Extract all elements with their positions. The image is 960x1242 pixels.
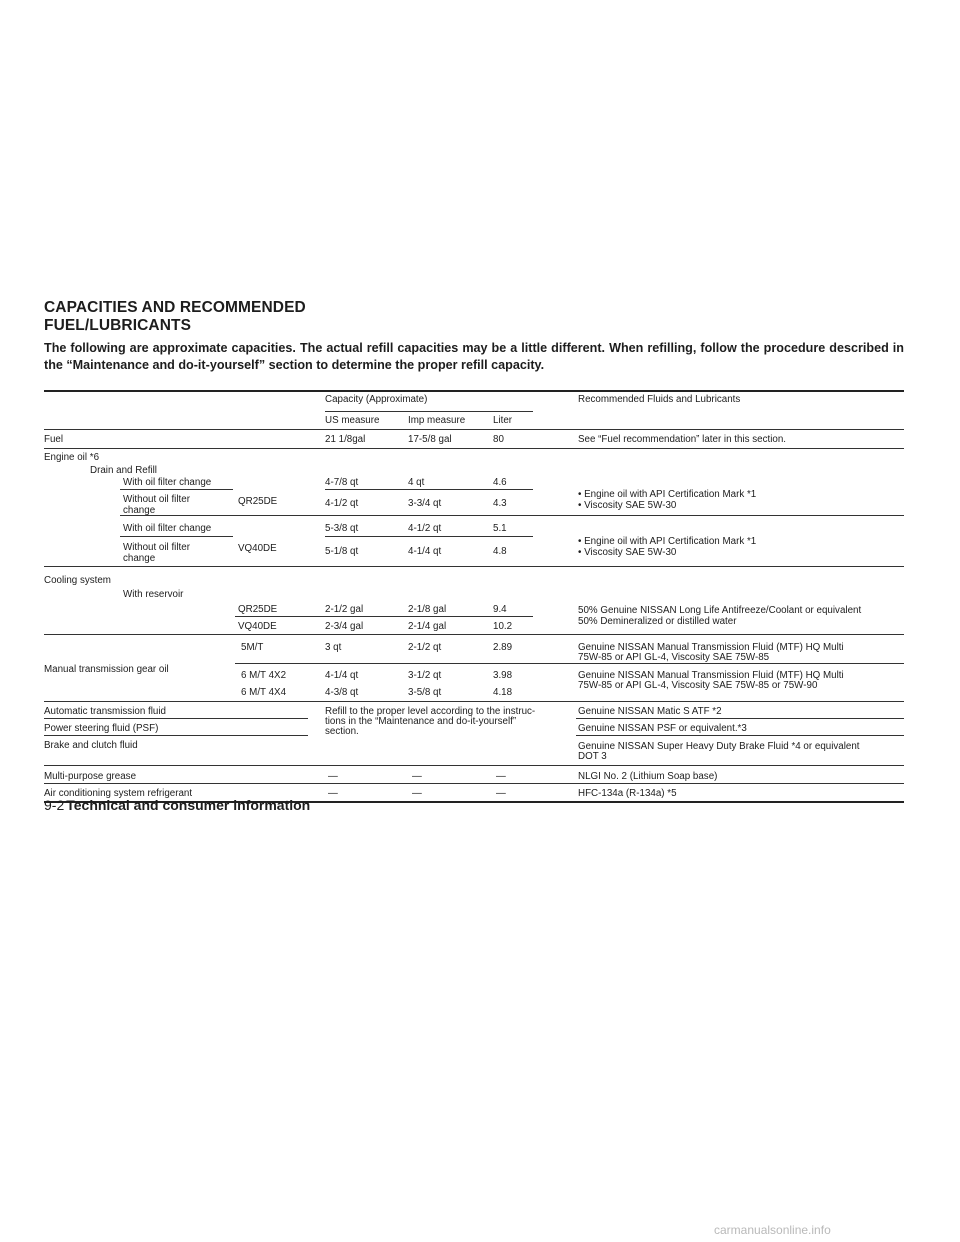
ac-us: —: [328, 788, 338, 799]
psf-recommendation: Genuine NISSAN PSF or equivalent.*3: [578, 723, 747, 734]
grease-liter: —: [496, 771, 506, 782]
atf-recommendation: Genuine NISSAN Matic S ATF *2: [578, 706, 722, 717]
manual-bottom-rule: [44, 701, 904, 702]
qr-oil-with-imp: 4 qt: [408, 477, 425, 488]
qr-oil-with-liter: 4.6: [493, 477, 507, 488]
vq-oil-with-liter: 5.1: [493, 523, 507, 534]
atf-row-rule-right: [576, 718, 904, 719]
vq-oil-mid-rule: [120, 536, 233, 537]
grease-recommendation: NLGI No. 2 (Lithium Soap base): [578, 771, 718, 782]
qr-oil-bottom-rule: [120, 515, 904, 516]
watermark: carmanualsonline.info: [714, 1223, 831, 1237]
qr-oil-without-liter: 4.3: [493, 498, 507, 509]
qr-oil-mid-rule-values: [325, 489, 533, 490]
refill-note-2: tions in the “Maintenance and do-it-yourself”: [325, 716, 517, 727]
refill-note-1: Refill to the proper level according to the instruc-: [325, 706, 536, 717]
manual-5mt-rec-1: Genuine NISSAN Manual Transmission Fluid (MTF) HQ Multi: [578, 642, 844, 653]
vq-oil-without-liter: 4.8: [493, 546, 507, 557]
fuel-imp: 17-5/8 gal: [408, 434, 452, 445]
cooling-sub: With reservoir: [123, 589, 184, 600]
cooling-vq-engine: VQ40DE: [238, 621, 277, 632]
fuel-us: 21 1/8gal: [325, 434, 366, 445]
manual-6mt4x2-us: 4-1/4 qt: [325, 670, 359, 681]
manual-6mt-rec-2: 75W-85 or API GL-4, Viscosity SAE 75W-85 or 75W-90: [578, 680, 818, 691]
manual-5mt-imp: 2-1/2 qt: [408, 642, 442, 653]
manual-6mt4x4-type: 6 M/T 4X4: [241, 687, 287, 698]
page-title: [44, 299, 306, 335]
cooling-rec-2: 50% Demineralized or distilled water: [578, 616, 737, 627]
vq-oil-with-label: With oil filter change: [123, 523, 212, 534]
vq-oil-without-us: 5-1/8 qt: [325, 546, 359, 557]
capacity-header-rule: [325, 411, 533, 412]
qr-oil-without-label: Without oil filter change: [123, 494, 190, 516]
vq-oil-rec-1: • Engine oil with API Certification Mark *1: [578, 536, 757, 547]
header-us-measure: US measure: [325, 415, 380, 426]
fuel-liter: 80: [493, 434, 504, 445]
qr-oil-engine: QR25DE: [238, 496, 278, 507]
manual-5mt-liter: 2.89: [493, 642, 513, 653]
atf-row-rule-left: [44, 718, 308, 719]
ac-imp: —: [412, 788, 422, 799]
manual-mid-rule: [235, 663, 904, 664]
cooling-rec-1: 50% Genuine NISSAN Long Life Antifreeze/Coolant or equivalent: [578, 605, 862, 616]
section-name: Technical and consumer information: [66, 797, 311, 813]
manual-label: Manual transmission gear oil: [44, 664, 169, 675]
refill-note-3: section.: [325, 726, 359, 737]
engine-oil-label: Engine oil *6: [44, 452, 100, 463]
cooling-vq-us: 2-3/4 gal: [325, 621, 364, 632]
page-title-line-1: CAPACITIES AND RECOMMENDED: [44, 299, 306, 316]
manual-6mt4x4-imp: 3-5/8 qt: [408, 687, 442, 698]
manual-6mt4x2-liter: 3.98: [493, 670, 513, 681]
brake-row-rule: [44, 765, 904, 766]
vq-oil-rec-2: • Viscosity SAE 5W-30: [578, 547, 677, 558]
manual-6mt4x2-type: 6 M/T 4X2: [241, 670, 287, 681]
ac-liter: —: [496, 788, 506, 799]
manual-5mt-type: 5M/T: [241, 642, 264, 653]
cooling-vq-liter: 10.2: [493, 621, 513, 632]
qr-oil-with-label: With oil filter change: [123, 477, 212, 488]
page-number: 9-2: [44, 797, 65, 813]
qr-oil-rec-2: • Viscosity SAE 5W-30: [578, 500, 677, 511]
cooling-qr-engine: QR25DE: [238, 604, 278, 615]
brake-rec-1: Genuine NISSAN Super Heavy Duty Brake Fluid *4 or equivalent: [578, 741, 860, 752]
table-top-rule: [44, 390, 904, 392]
qr-oil-with-us: 4-7/8 qt: [325, 477, 359, 488]
atf-label: Automatic transmission fluid: [44, 706, 166, 717]
intro-paragraph: The following are approximate capacities. The actual refill capacities may be a little different. When refilling, follow the procedure described in the “Maintenance and do-it-yourself” section to determine the proper refill capacity.: [44, 341, 904, 372]
cooling-qr-us: 2-1/2 gal: [325, 604, 364, 615]
manual-6mt4x2-imp: 3-1/2 qt: [408, 670, 442, 681]
fuel-row-rule: [44, 448, 904, 449]
brake-label: Brake and clutch fluid: [44, 740, 138, 751]
ac-label: Air conditioning system refrigerant: [44, 788, 193, 799]
header-imp-measure: Imp measure: [408, 415, 466, 426]
cooling-vq-imp: 2-1/4 gal: [408, 621, 447, 632]
manual-6mt4x4-liter: 4.18: [493, 687, 513, 698]
vq-oil-with-us: 5-3/8 qt: [325, 523, 359, 534]
fuel-label: Fuel: [44, 434, 64, 445]
capacities-table: [44, 390, 904, 799]
header-capacity: Capacity (Approximate): [325, 394, 428, 405]
cooling-qr-imp: 2-1/8 gal: [408, 604, 447, 615]
grease-label: Multi-purpose grease: [44, 771, 137, 782]
engine-oil-bottom-rule: [44, 566, 904, 567]
psf-row-rule-right: [576, 735, 904, 736]
cooling-qr-liter: 9.4: [493, 604, 507, 615]
ac-recommendation: HFC-134a (R-134a) *5: [578, 788, 677, 799]
header-bottom-rule: [44, 429, 904, 430]
manual-5mt-rec-2: 75W-85 or API GL-4, Viscosity SAE 75W-85: [578, 652, 770, 663]
grease-imp: —: [412, 771, 422, 782]
cooling-mid-rule: [235, 616, 533, 617]
fuel-recommendation: See “Fuel recommendation” later in this section.: [578, 434, 787, 445]
cooling-label: Cooling system: [44, 575, 111, 586]
grease-us: —: [328, 771, 338, 782]
manual-6mt-rec-1: Genuine NISSAN Manual Transmission Fluid (MTF) HQ Multi: [578, 670, 844, 681]
manual-5mt-us: 3 qt: [325, 642, 342, 653]
vq-oil-with-imp: 4-1/2 qt: [408, 523, 442, 534]
header-liter: Liter: [493, 415, 513, 426]
psf-row-rule-left: [44, 735, 308, 736]
brake-rec-2: DOT 3: [578, 751, 607, 762]
vq-oil-without-label: Without oil filter change: [123, 542, 190, 564]
manual-6mt4x4-us: 4-3/8 qt: [325, 687, 359, 698]
cooling-bottom-rule: [44, 634, 904, 635]
page-footer: [44, 796, 310, 814]
qr-oil-rec-1: • Engine oil with API Certification Mark *1: [578, 489, 757, 500]
header-recommended: Recommended Fluids and Lubricants: [578, 394, 741, 405]
vq-oil-engine: VQ40DE: [238, 543, 277, 554]
vq-oil-without-imp: 4-1/4 qt: [408, 546, 442, 557]
qr-oil-without-us: 4-1/2 qt: [325, 498, 359, 509]
qr-oil-without-imp: 3-3/4 qt: [408, 498, 442, 509]
grease-row-rule: [44, 783, 904, 784]
qr-oil-mid-rule: [120, 489, 233, 490]
psf-label: Power steering fluid (PSF): [44, 723, 159, 734]
page-title-line-2: FUEL/LUBRICANTS: [44, 317, 192, 334]
engine-oil-sub: Drain and Refill: [90, 465, 157, 476]
vq-oil-mid-rule-values: [325, 536, 533, 537]
